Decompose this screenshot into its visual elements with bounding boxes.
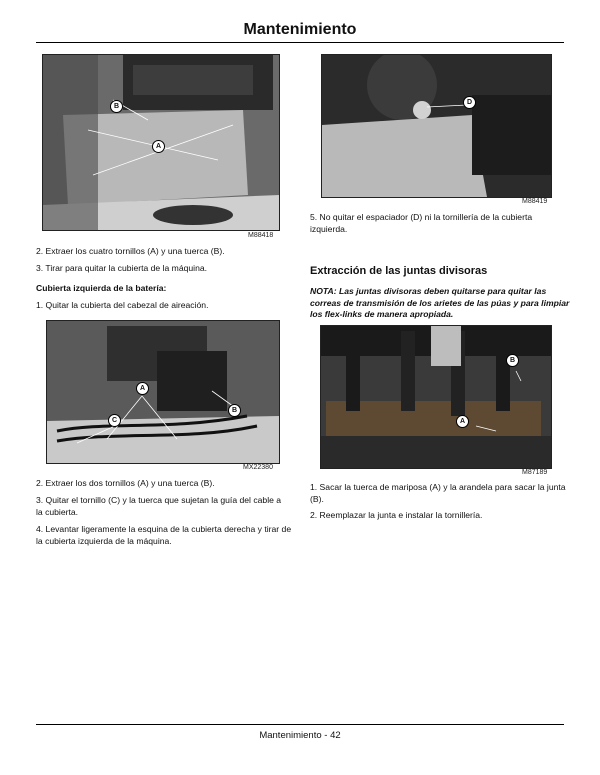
callout-b: B xyxy=(110,100,123,113)
figure-divider-photo xyxy=(320,325,552,469)
step-text: 3. Quitar el tornillo (C) y la tuerca que sujetan la guía del cable a la cubierta. xyxy=(36,495,282,517)
figure-id: M88419 xyxy=(522,198,548,205)
step-text: 4. Levantar ligeramente la esquina de la cubierta derecha y tirar de la cubierta izquierda de la máquina. xyxy=(36,524,292,546)
section-title: Extracción de las juntas divisoras xyxy=(310,265,488,277)
note-text: NOTA: Las juntas divisoras deben quitarse para quitar las correas de transmisión de los arietes de las púas y para limpiar los flex-links de manera apropiada. xyxy=(310,286,570,319)
figure-id: M88418 xyxy=(248,232,274,239)
footer-rule xyxy=(36,724,564,725)
figure-spacer-photo xyxy=(321,54,552,198)
callout-b: B xyxy=(228,404,241,417)
step-text: 2. Extraer los cuatro tornillos (A) y una tuerca (B). xyxy=(36,246,225,256)
callout-c: C xyxy=(108,414,121,427)
step-text: 1. Sacar la tuerca de mariposa (A) y la arandela para sacar la junta (B). xyxy=(310,482,566,504)
callout-a: A xyxy=(456,415,469,428)
subheading: Cubierta izquierda de la batería: xyxy=(36,283,167,293)
figure-id: M87189 xyxy=(522,469,548,476)
step-text: 2. Reemplazar la junta e instalar la tornillería. xyxy=(310,510,483,520)
step-text: 1. Quitar la cubierta del cabezal de aireación. xyxy=(36,300,209,310)
header-rule xyxy=(36,42,564,43)
figure-left-cover-photo xyxy=(46,320,280,464)
page-footer: Mantenimiento - 42 xyxy=(259,730,341,741)
step-text: 3. Tirar para quitar la cubierta de la máquina. xyxy=(36,263,208,273)
callout-d: D xyxy=(463,96,476,109)
step-text: 5. No quitar el espaciador (D) ni la tornillería de la cubierta izquierda. xyxy=(310,212,533,234)
callout-b: B xyxy=(506,354,519,367)
step-text: 2. Extraer los dos tornillos (A) y una tuerca (B). xyxy=(36,478,215,488)
figure-id: MX22380 xyxy=(243,464,273,471)
callout-a: A xyxy=(136,382,149,395)
callout-a: A xyxy=(152,140,165,153)
page-title: Mantenimiento xyxy=(243,21,357,38)
